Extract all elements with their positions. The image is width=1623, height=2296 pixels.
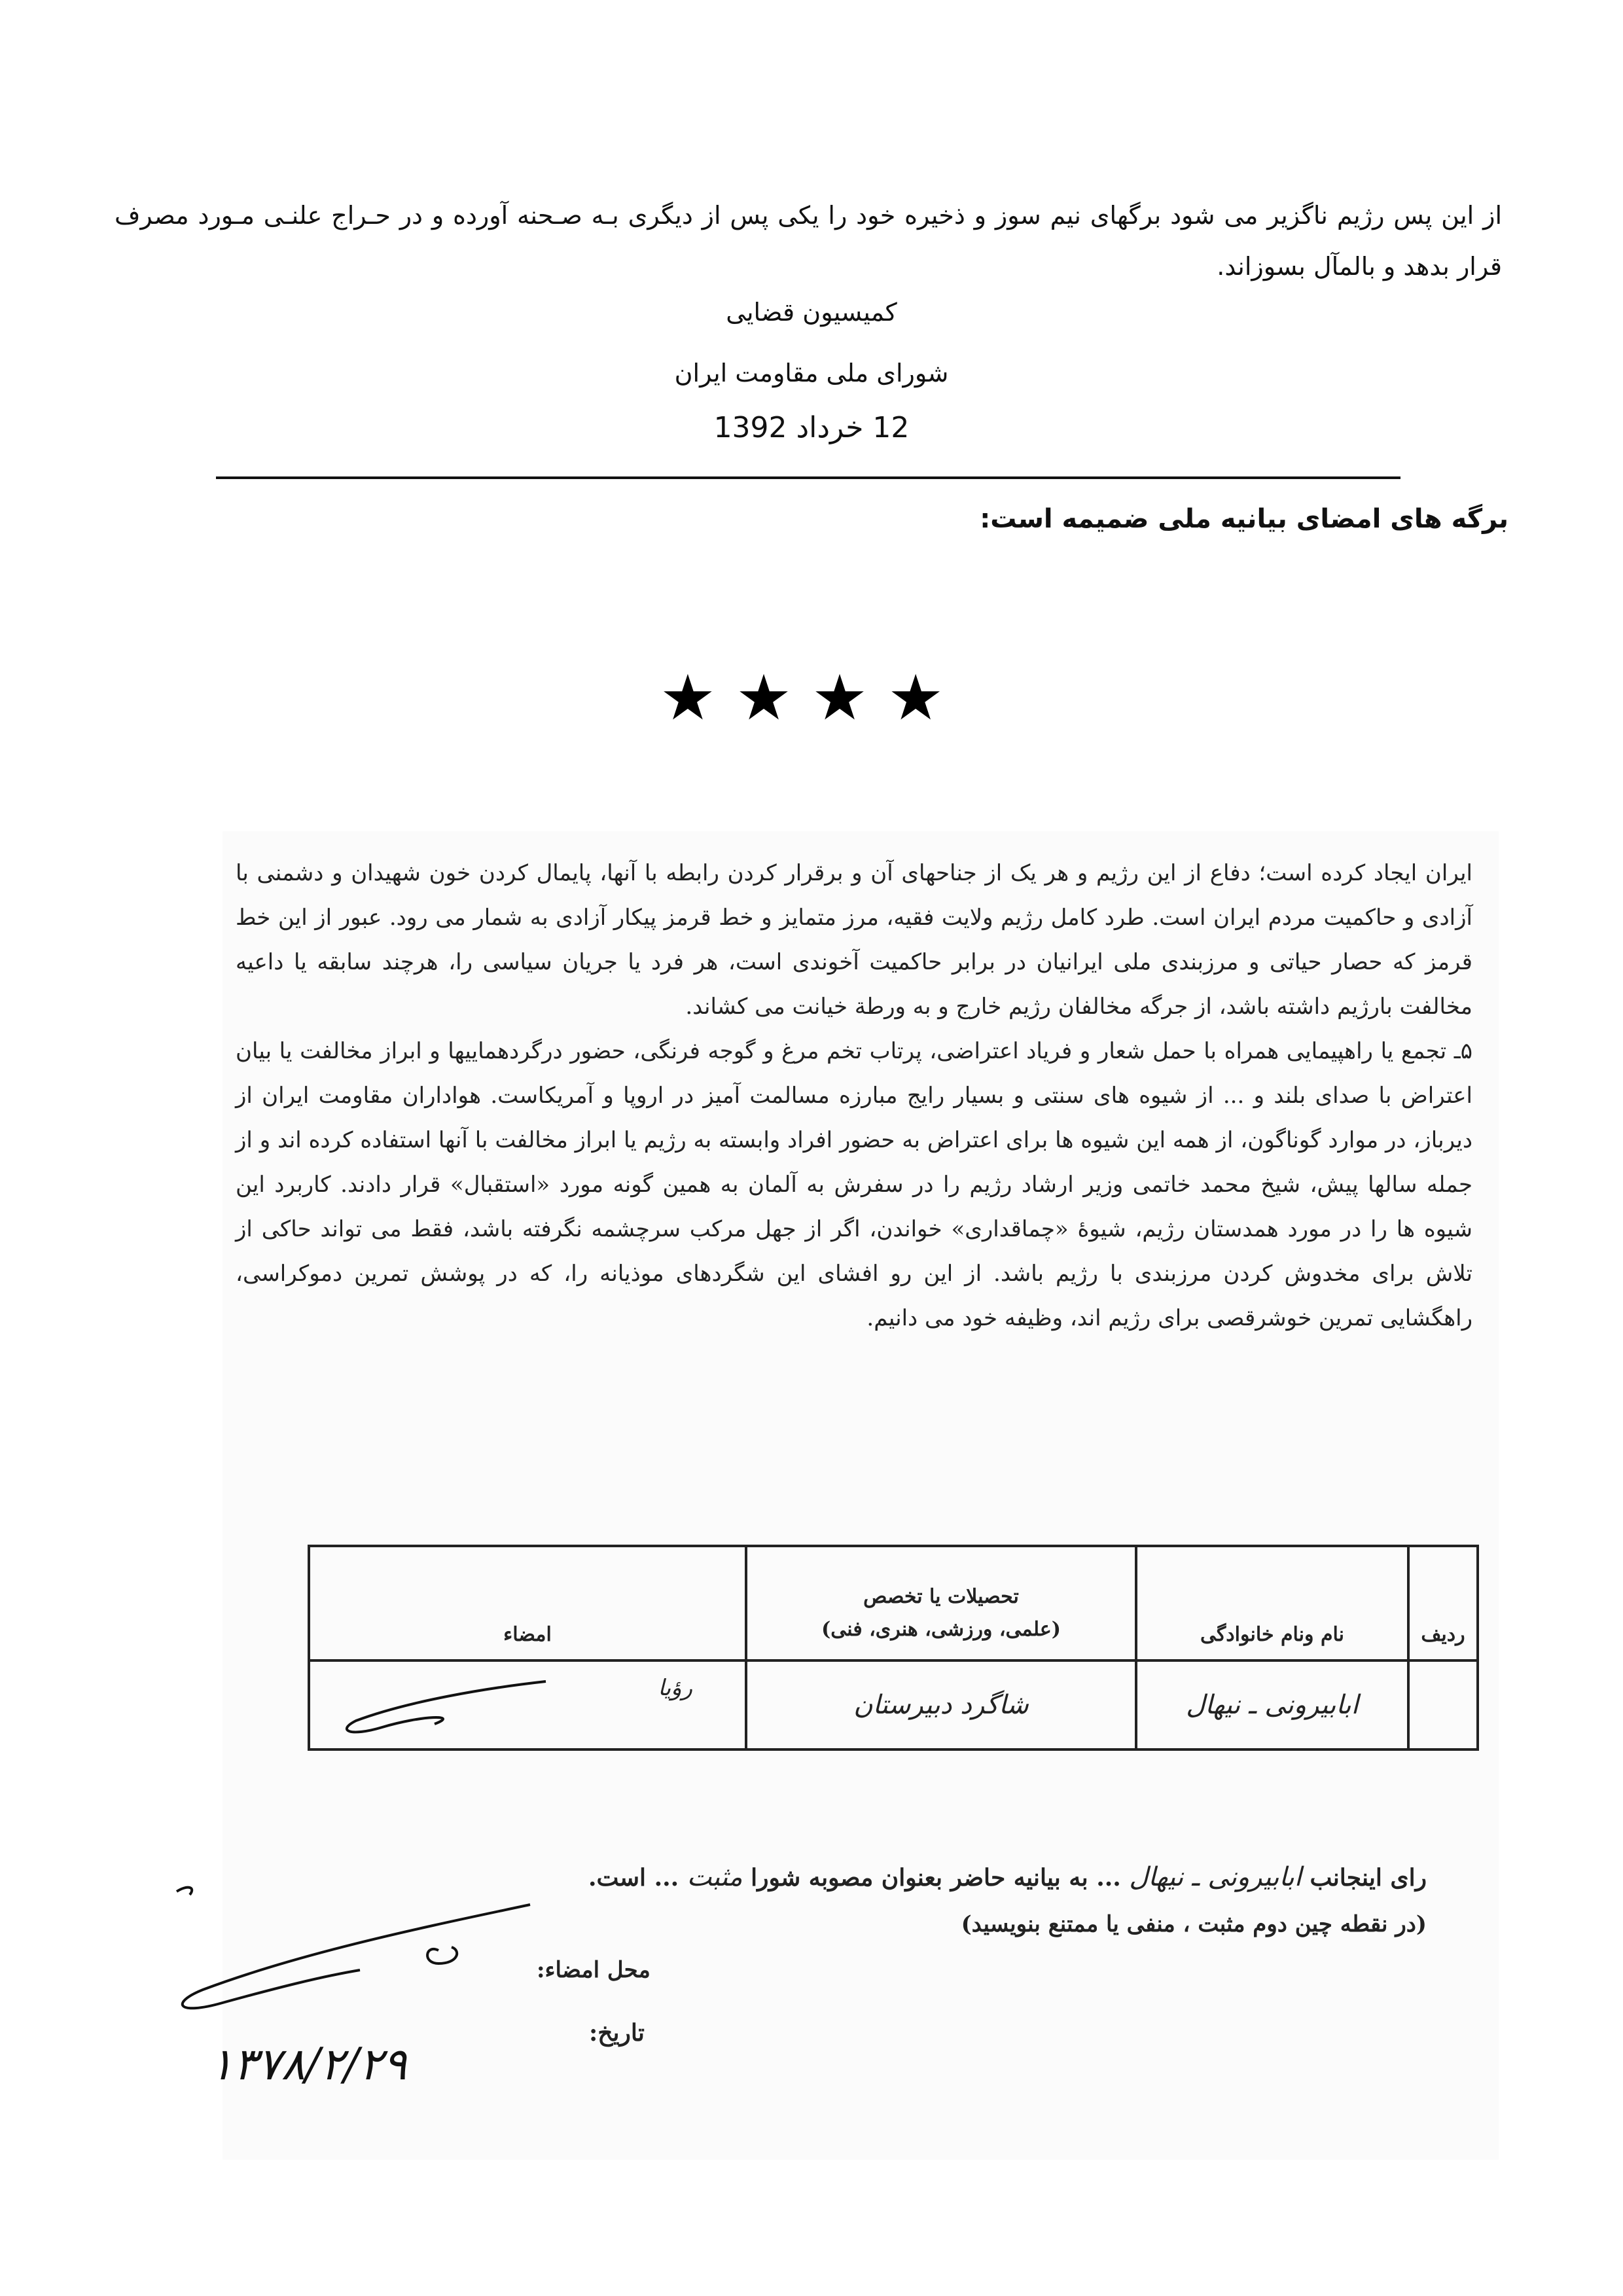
table-row <box>309 1660 1478 1749</box>
scan-paragraph-1: ایران ایجاد کرده است؛ دفاع از این رژیم و هر یک از جناحهای آن و برقرار کردن رابطه با آنها، پایمال کردن خون شهیدان و دشمنی با آزادی و حاکمیت مردم ایران است. طرد کامل رژیم ولایت فقیه، مرز متمایز و خط قرمز پیکار آزادی به شمار می رود. عبور از این خط قرمز که حصار حیاتی و مرزبندی ملی ایرانیان در برابر حاکمیت آخوندی است، هر فرد یا جریان سیاسی را، هرچند سابقه یا داعیه مخالفت بارژیم داشته باشد، از جرگه مخالفان رژیم خارج و به ورطة خیانت می کشاند. <box>236 860 1472 1020</box>
signature-table <box>308 1545 1479 1751</box>
cell-row-number <box>1408 1660 1478 1749</box>
signature-date: 12 خرداد 1392 <box>713 411 910 444</box>
header-education-line1: تحصیلات یا تخصص <box>863 1585 1019 1608</box>
star-separator: ★★★★ <box>659 661 964 734</box>
horizontal-rule <box>216 476 1400 479</box>
vote-line <box>588 1862 1427 1892</box>
vote-middle: ... به بیانیه حاضر بعنوان مصوبه شورا <box>751 1864 1121 1892</box>
header-education <box>746 1546 1136 1660</box>
cell-full-name: ابابیرونی ـ نیهال <box>1136 1660 1408 1749</box>
handwritten-signature-icon <box>164 1878 556 2029</box>
vote-hint: (در نقطه چین دوم مثبت ، منفی یا ممتنع بنویسید) <box>961 1911 1427 1937</box>
header-row-number: ردیف <box>1408 1546 1478 1660</box>
header-signature: امضاء <box>309 1546 746 1660</box>
intro-paragraph: از این پس رژیم ناگزیر می شود برگهای نیم سوز و ذخیره خود را یکی پس از دیگری بـه صـحنه آورده و در حـراج علنـی مـورد مصرف قرار بدهد و بالمآل بسوزاند. <box>115 201 1502 281</box>
signature-org-line2: شورای ملی مقاومت ایران <box>674 359 949 387</box>
cell-signature <box>309 1660 746 1749</box>
date-label: تاریخ: <box>589 2019 645 2047</box>
signature-org-line1: کمیسیون قضایی <box>726 298 897 327</box>
header-education-line2: (علمی، ورزشی، هنری، فنی) <box>821 1618 1061 1641</box>
cell-education: شاگرد دبیرستان <box>746 1660 1136 1749</box>
vote-value-handwritten: مثبت <box>687 1862 743 1892</box>
signature-mark: رؤیا <box>658 1675 692 1701</box>
header-full-name: نام ونام خانوادگی <box>1136 1546 1408 1660</box>
signature-place-label: محل امضاء: <box>537 1957 651 1983</box>
vote-suffix: ... است. <box>588 1864 679 1892</box>
vote-name-handwritten: ابابیرونی ـ نیهال <box>1129 1862 1302 1892</box>
annex-heading: برگه های امضای بیانیه ملی ضمیمه است: <box>980 504 1508 534</box>
table-header-row <box>309 1546 1478 1660</box>
scan-paragraph-2: ۵ـ تجمع یا راهپیمایی همراه با حمل شعار و فریاد اعتراضی، پرتاب تخم مرغ و گوجه فرنگی، حضور درگردهماییها و ابراز مخالفت یا بیان اعتراض با صدای بلند و ... از شیوه های سنتی و بسیار رایج مبارزه مسالمت آمیز در اروپا و آمریکاست. هواداران مقاومت ایران از دیرباز، در موارد گوناگون، از همه این شیوه ها برای اعتراض به حضور افراد وابسته به رژیم یا ابراز مخالفت با آنها استفاده کرده اند و از جمله سالها پیش، شیخ محمد خاتمی وزیر ارشاد رژیم را در سفرش به آلمان به همین گونه مورد «استقبال» قرار دادند. کاربرد این شیوه ها را در مورد همدستان رژیم، شیوهٔ «چماقداری» خواندن، اگر از جهل مرکب سرچشمه نگرفته باشد، فقط می تواند حاکی از تلاش برای مخدوش کردن مرزبندی با رژیم باشد. از این رو افشای این شگردهای موذیانه را، که در پوشش تمرین دموکراسی، راهگشایی تمرین خوشرقصی برای رژیم اند، وظیفه خود می دانیم. <box>236 1038 1472 1331</box>
scanned-text <box>236 851 1472 1340</box>
vote-prefix: رای اینجانب <box>1310 1864 1427 1892</box>
signature-scribble-icon <box>330 1675 552 1740</box>
date-handwritten: ۱۳۷۸/۲/۲۹ <box>209 2039 407 2090</box>
